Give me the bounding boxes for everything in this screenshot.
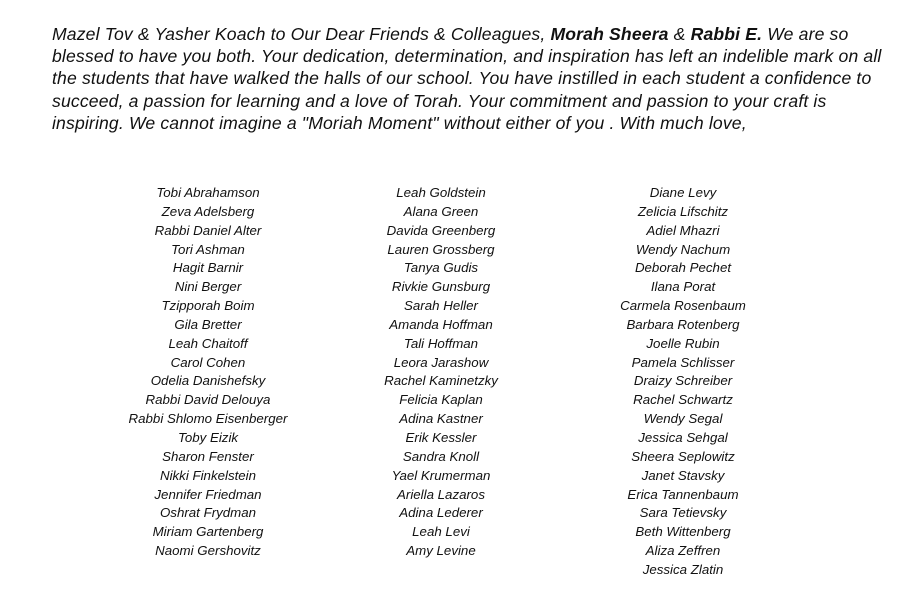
signer-name: Rabbi Daniel Alter (154, 222, 262, 238)
signer-name: Leora Jarashow (393, 354, 489, 370)
signer-name: Sarah Heller (404, 298, 478, 314)
signer-name: Ariella Lazaros (397, 486, 485, 502)
signer-name: Hagit Barnir (172, 260, 244, 276)
signer-name: Adiel Mhazri (646, 222, 720, 238)
signers-column-2 (321, 184, 561, 561)
signer-name: Leah Goldstein (396, 185, 486, 200)
signer-name: Erik Kessler (405, 429, 477, 445)
signer-name: Alana Green (403, 203, 479, 219)
honoree-name: Morah Sheera (550, 24, 669, 44)
signer-name: Jennifer Friedman (154, 486, 262, 502)
signer-name: Rabbi David Delouya (145, 392, 271, 408)
signer-name: Joelle Rubin (646, 335, 720, 351)
signer-name: Sara Tetievsky (639, 505, 727, 521)
signer-name: Oshrat Frydman (159, 505, 257, 521)
signer-name: Beth Wittenberg (635, 524, 731, 540)
signer-name: Adina Lederer (399, 505, 483, 521)
signer-name: Sheera Seplowitz (631, 448, 735, 464)
signers-column-1 (88, 184, 328, 561)
signer-name: Pamela Schlisser (631, 354, 735, 370)
signer-name: Barbara Rotenberg (626, 316, 740, 332)
signer-name: Erica Tannenbaum (627, 486, 739, 502)
signer-name: Carmela Rosenbaum (620, 298, 746, 314)
signer-name: Rivkie Gunsburg (391, 279, 491, 295)
signer-name: Tobi Abrahamson (156, 185, 260, 200)
signer-name: Nini Berger (174, 279, 242, 295)
signer-name: Tori Ashman (171, 241, 245, 257)
signer-name: Rabbi Shlomo Eisenberger (128, 411, 288, 427)
signer-name: Gila Bretter (174, 316, 242, 332)
signer-name: Ilana Porat (650, 279, 716, 295)
signer-name: Jessica Sehgal (638, 429, 728, 445)
signer-name: Leah Levi (412, 524, 470, 540)
signer-name: Naomi Gershovitz (155, 543, 261, 559)
signer-name: Sharon Fenster (162, 448, 254, 464)
signer-name: Sandra Knoll (402, 448, 480, 464)
signer-name: Rachel Schwartz (633, 392, 733, 408)
signer-name: Amanda Hoffman (389, 316, 493, 332)
signer-name: Tzipporah Boim (161, 298, 255, 314)
signer-name: Wendy Segal (643, 411, 723, 427)
signer-name: Diane Levy (649, 185, 717, 200)
signer-name: Zeva Adelsberg (161, 203, 255, 219)
signer-name: Lauren Grossberg (387, 241, 495, 257)
signer-name: Felicia Kaplan (399, 392, 483, 408)
signer-name: Jessica Zlatin (642, 561, 724, 577)
signer-name: Toby Eizik (177, 429, 239, 445)
signer-name: Zelicia Lifschitz (637, 203, 729, 219)
signer-name: Rachel Kaminetzky (384, 373, 498, 389)
signer-name: Deborah Pechet (634, 260, 732, 276)
signer-name: Janet Stavsky (641, 467, 725, 483)
signer-name: Leah Chaitoff (168, 335, 248, 351)
signer-name: Yael Krumerman (391, 467, 491, 483)
message-body: We are so blessed to have you both. Your dedication, determination, and inspiration has left an indelible mark on all the students that have walked the halls of our school. You have instilled in each student a confidence to succeed, a passion for learning and a love of Torah. Your commitment and passion to your craft is inspiring. We cannot imagine a "Moriah Moment" without either of you . With much love, (52, 24, 882, 133)
signer-name: Wendy Nachum (635, 241, 731, 257)
signer-name: Tanya Gudis (403, 260, 479, 276)
signers-column-3 (563, 184, 803, 580)
signer-name: Nikki Finkelstein (159, 467, 257, 483)
honoree-name: Rabbi E. (690, 24, 763, 44)
signer-name: Draizy Schreiber (633, 373, 733, 389)
signer-name: Miriam Gartenberg (152, 524, 264, 540)
signer-name: Carol Cohen (170, 354, 246, 370)
message-greeting: Mazel Tov & Yasher Koach to Our Dear Friends & Colleagues, (52, 24, 551, 44)
signer-name: Tali Hoffman (403, 335, 479, 351)
message-conjunction: & (668, 24, 691, 44)
signer-name: Aliza Zeffren (645, 543, 721, 559)
signer-name: Odelia Danishefsky (150, 373, 266, 389)
dedication-message (52, 23, 892, 134)
signer-name: Adina Kastner (399, 411, 483, 427)
signer-name: Davida Greenberg (386, 222, 496, 238)
signer-name: Amy Levine (406, 543, 476, 559)
